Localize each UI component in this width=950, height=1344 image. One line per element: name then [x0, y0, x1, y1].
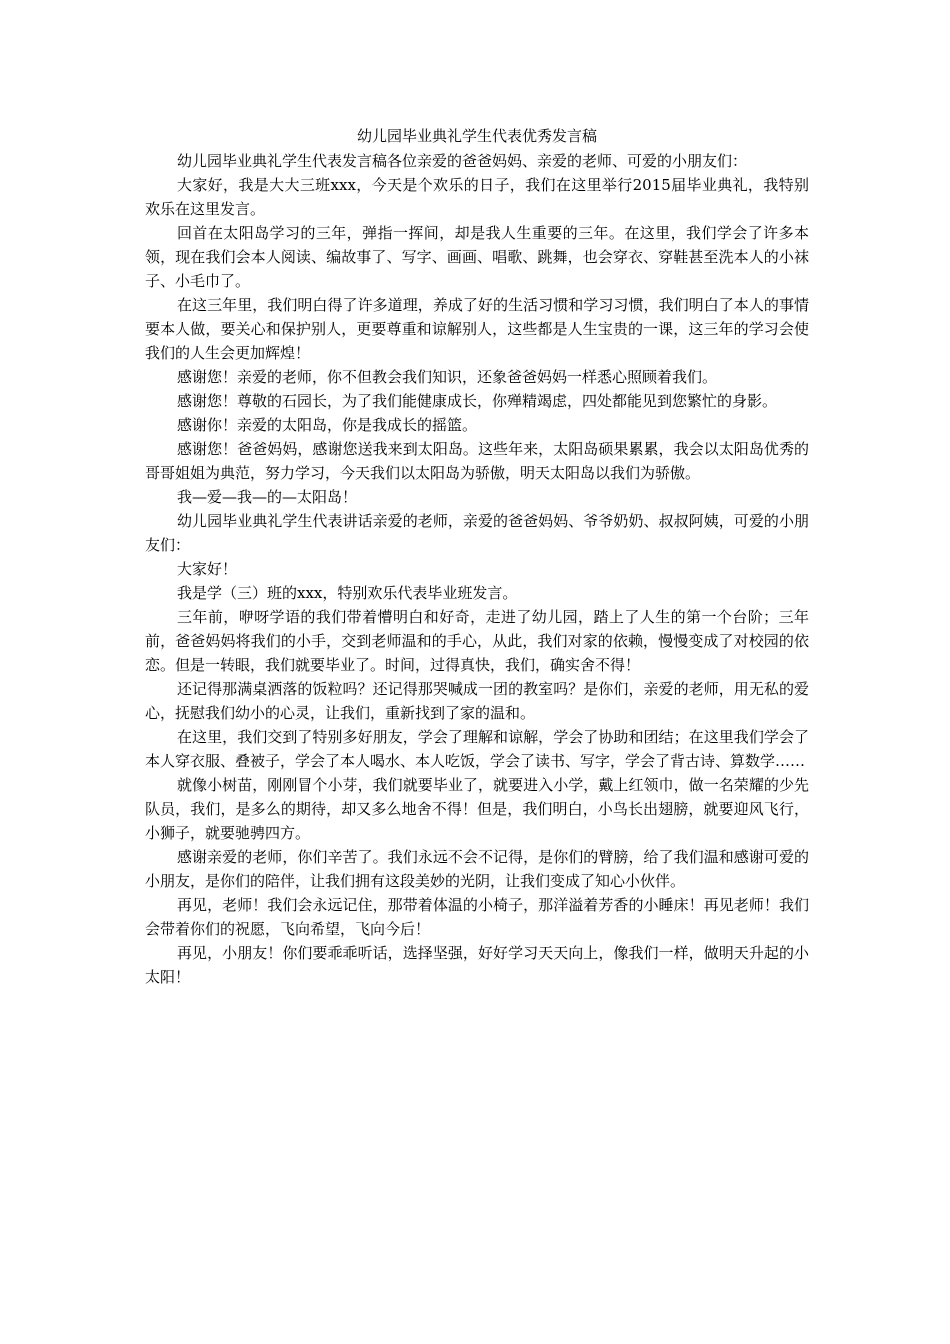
document-title: 幼儿园毕业典礼学生代表优秀发言稿: [356, 127, 597, 145]
paragraph: 感谢亲爱的老师，你们辛苦了。我们永远不会不记得，是你们的臂膀，给了我们温和感谢可爱的小朋友，是你们的陪伴，让我们拥有这段美妙的光阴，让我们变成了知心小伙伴。: [145, 848, 809, 890]
paragraph: 三年前，咿呀学语的我们带着懵明白和好奇，走进了幼儿园，踏上了人生的第一个台阶；三年前，爸爸妈妈将我们的小手，交到老师温和的手心，从此，我们对家的依赖，慢慢变成了对校园的依恋。但是一转眼，我们就要毕业了。时间，过得真快，我们，确实舍不得！: [145, 608, 809, 674]
paragraph: 在这里，我们交到了特别多好朋友，学会了理解和谅解，学会了协助和团结；在这里我们学会了本人穿衣服、叠被子，学会了本人喝水、本人吃饭，学会了读书、写字，学会了背古诗、算数学……: [145, 728, 809, 770]
paragraph: 感谢您！尊敬的石园长，为了我们能健康成长，你殚精竭虑，四处都能见到您繁忙的身影。: [177, 392, 778, 410]
paragraph: 再见，小朋友！你们要乖乖听话，选择坚强，好好学习天天向上，像我们一样，做明天升起的小太阳！: [145, 944, 809, 986]
paragraph: 大家好，我是大大三班xxx，今天是个欢乐的日子，我们在这里举行2015届毕业典礼，我特别欢乐在这里发言。: [145, 176, 809, 218]
paragraph: 幼儿园毕业典礼学生代表发言稿各位亲爱的爸爸妈妈、亲爱的老师、可爱的小朋友们：: [177, 152, 748, 170]
document-page: [145, 124, 809, 989]
document-body: [145, 149, 809, 989]
paragraph: 感谢你！亲爱的太阳岛，你是我成长的摇篮。: [177, 416, 478, 434]
paragraph: 感谢您！亲爱的老师，你不但教会我们知识，还象爸爸妈妈一样悉心照顾着我们。: [177, 368, 718, 386]
paragraph: 回首在太阳岛学习的三年，弹指一挥间，却是我人生重要的三年。在这里，我们学会了许多本领，现在我们会本人阅读、编故事了、写字、画画、唱歌、跳舞，也会穿衣、穿鞋甚至洗本人的小袜子、小毛巾了。: [145, 224, 809, 290]
paragraph: 再见，老师！我们会永远记住，那带着体温的小椅子，那洋溢着芳香的小睡床！再见老师！我们会带着你们的祝愿，飞向希望，飞向今后！: [145, 896, 809, 938]
paragraph: 大家好！: [177, 560, 238, 578]
paragraph: 我—爱—我—的—太阳岛！: [177, 488, 358, 506]
paragraph: 还记得那满桌洒落的饭粒吗？还记得那哭喊成一团的教室吗？是你们，亲爱的老师，用无私的爱心，抚慰我们幼小的心灵，让我们，重新找到了家的温和。: [145, 680, 809, 722]
paragraph: 幼儿园毕业典礼学生代表讲话亲爱的老师，亲爱的爸爸妈妈、爷爷奶奶、叔叔阿姨，可爱的小朋友们：: [145, 512, 809, 554]
paragraph: 就像小树苗，刚刚冒个小芽，我们就要毕业了，就要进入小学，戴上红领巾，做一名荣耀的少先队员，我们，是多么的期待，却又多么地舍不得！但是，我们明白，小鸟长出翅膀，就要迎风飞行，小狮子，就要驰骋四方。: [145, 776, 809, 842]
paragraph: 在这三年里，我们明白得了许多道理，养成了好的生活习惯和学习习惯，我们明白了本人的事情要本人做，要关心和保护别人，更要尊重和谅解别人，这些都是人生宝贵的一课，这三年的学习会使我们的人生会更加辉煌！: [145, 296, 809, 362]
paragraph: 我是学（三）班的xxx，特别欢乐代表毕业班发言。: [177, 584, 518, 602]
paragraph: 感谢您！爸爸妈妈，感谢您送我来到太阳岛。这些年来，太阳岛硕果累累，我会以太阳岛优秀的哥哥姐姐为典范，努力学习，今天我们以太阳岛为骄傲，明天太阳岛以我们为骄傲。: [145, 440, 809, 482]
